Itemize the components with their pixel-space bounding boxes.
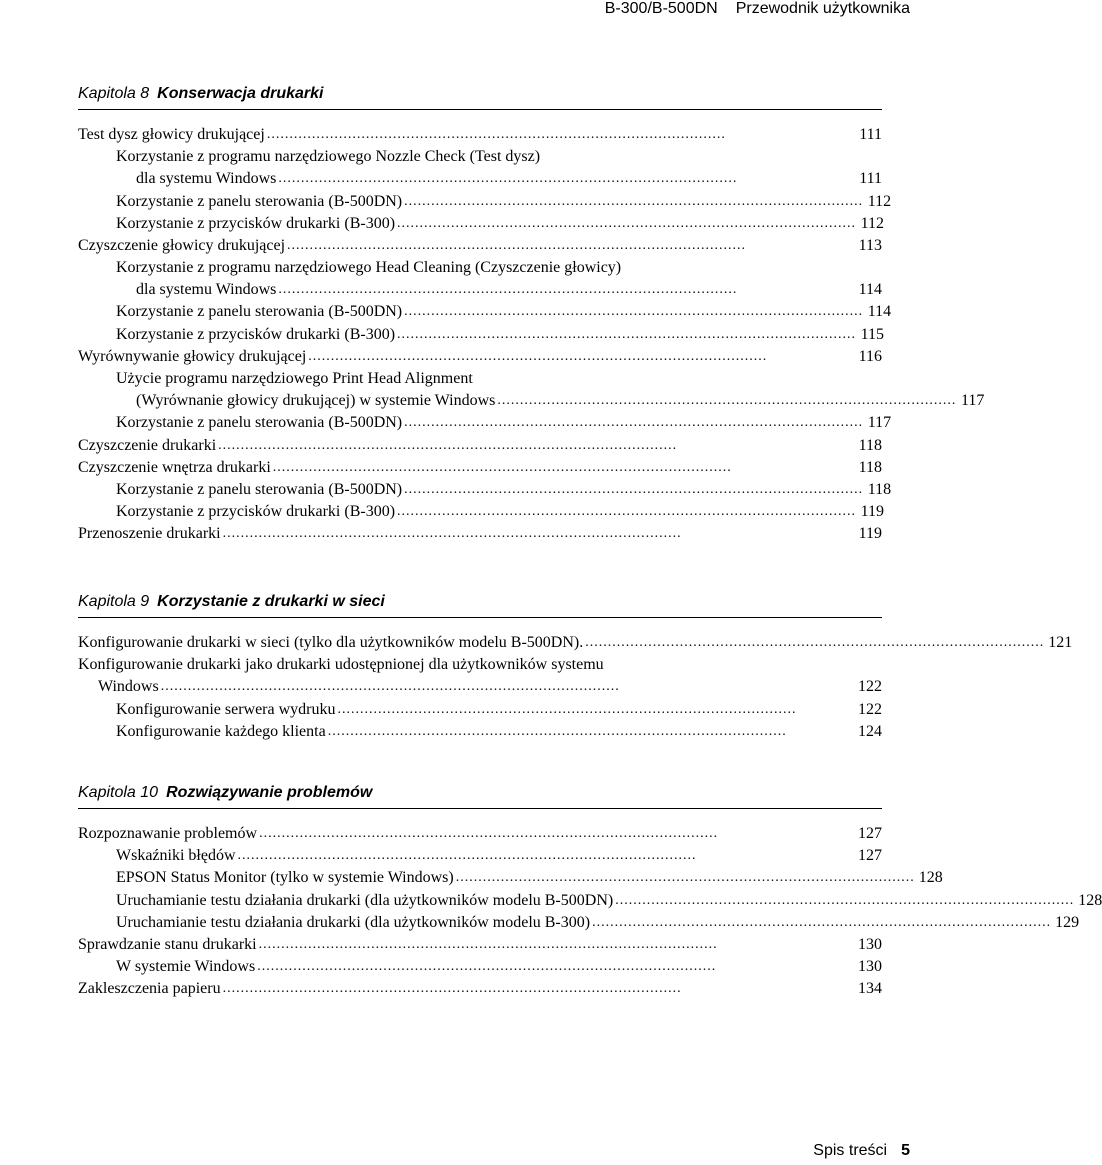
chapter-9-section [78, 588, 1073, 743]
toc-entry [78, 912, 1080, 934]
toc-entries [78, 124, 985, 546]
toc-entry-page: 114 [858, 281, 882, 299]
toc-entry-page: 111 [859, 125, 882, 143]
toc-entry [78, 890, 1102, 912]
dot-leader: ...................................................................................................... [397, 504, 857, 520]
toc-entry [78, 676, 882, 698]
toc-entry-page: 112 [860, 214, 885, 232]
toc-entry-page: 117 [960, 392, 985, 410]
toc-entry-page: 119 [858, 525, 882, 543]
dot-leader: ...................................................................................................... [278, 282, 738, 298]
footer-page-number: 5 [901, 1142, 910, 1159]
chapter-heading [78, 779, 882, 809]
toc-entries [78, 823, 1102, 1001]
toc-entry [78, 390, 985, 412]
toc-entry-page: 124 [858, 722, 882, 740]
dot-leader: ...................................................................................................... [404, 481, 864, 497]
toc-entry [78, 699, 882, 721]
toc-entry-page: 111 [859, 170, 882, 188]
toc-entry [78, 213, 885, 235]
chapter-title: Rozwiązywanie problemów [166, 784, 373, 801]
toc-entry [78, 457, 882, 479]
chapter-heading [78, 80, 882, 110]
toc-entry [78, 412, 892, 434]
toc-entry-page: 118 [867, 480, 892, 498]
dot-leader: ...................................................................................................... [404, 304, 864, 320]
dot-leader: ...................................................................................................... [278, 171, 738, 187]
toc-entry-title: Uruchamianie testu działania drukarki (dla użytkowników modelu B-300) [116, 913, 591, 931]
toc-entry-title: Korzystanie z przycisków drukarki (B-300) [116, 503, 396, 521]
toc-entry-title: Czyszczenie drukarki [78, 436, 217, 454]
dot-leader: ...................................................................................................... [404, 415, 864, 431]
toc-entry-title: Korzystanie z panelu sterowania (B-500DN) [116, 192, 403, 210]
toc-entry-title: Korzystanie z przycisków drukarki (B-300) [116, 214, 396, 232]
toc-entry-page: 128 [1078, 891, 1102, 909]
toc-entry-page: 112 [867, 192, 892, 210]
toc-entry-page: 134 [858, 980, 882, 998]
dot-leader: ...................................................................................................... [404, 193, 864, 209]
toc-entry [78, 501, 885, 523]
toc-entry-title: Czyszczenie głowicy drukującej [78, 236, 286, 254]
toc-entry-title: Korzystanie z panelu sterowania (B-500DN) [116, 480, 403, 498]
toc-entry-title: Konfigurowanie serwera wydruku [116, 700, 336, 718]
toc-entry-title-continued: (Wyrównanie głowicy drukującej) w systemie Windows [136, 392, 496, 410]
toc-entry-page: 121 [1048, 633, 1073, 651]
toc-entry [78, 479, 892, 501]
dot-leader: ...................................................................................................... [218, 437, 678, 453]
dot-leader: ...................................................................................................... [259, 825, 719, 841]
dot-leader: ...................................................................................................... [615, 892, 1075, 908]
toc-entry [78, 191, 892, 213]
dot-leader: ...................................................................................................... [272, 459, 732, 475]
toc-entry [78, 324, 885, 346]
toc-entry-page: 119 [860, 503, 885, 521]
toc-entry [78, 235, 882, 257]
toc-entry [78, 523, 882, 545]
chapter-8-section [78, 80, 985, 546]
toc-entry-title: Korzystanie z programu narzędziowego Nozzle Check (Test dysz) [116, 148, 541, 166]
toc-entry [78, 124, 882, 146]
toc-entry-page: 122 [858, 678, 882, 696]
toc-entry [78, 632, 1073, 654]
dot-leader: ...................................................................................................... [585, 634, 1045, 650]
toc-entry-page: 127 [858, 824, 882, 842]
toc-entry [78, 302, 892, 324]
toc-entry-title: Korzystanie z panelu sterowania (B-500DN) [116, 414, 403, 432]
toc-entry [78, 346, 882, 368]
running-header [605, 0, 910, 18]
toc-entries [78, 632, 1073, 743]
dot-leader: ...................................................................................................... [266, 126, 726, 142]
dot-leader: ...................................................................................................... [455, 870, 915, 886]
toc-entry-title: Sprawdzanie stanu drukarki [78, 935, 257, 953]
toc-entry-title: Uruchamianie testu działania drukarki (dla użytkowników modelu B-500DN) [116, 891, 614, 909]
chapter-title: Konserwacja drukarki [157, 85, 324, 102]
toc-entry-title: Wyrównywanie głowicy drukującej [78, 347, 307, 365]
footer-section-name: Spis treści [813, 1142, 888, 1159]
toc-entry [78, 721, 882, 743]
toc-entry-title: EPSON Status Monitor (tylko w systemie Windows) [116, 869, 454, 887]
dot-leader: ...................................................................................................... [592, 914, 1052, 930]
toc-entry-page: 115 [860, 325, 885, 343]
dot-leader: ...................................................................................................... [397, 215, 857, 231]
toc-entry-title: W systemie Windows [116, 958, 256, 976]
toc-entry-title: Konfigurowanie każdego klienta [116, 722, 326, 740]
dot-leader: ...................................................................................................... [222, 526, 682, 542]
toc-entry-page: 114 [867, 303, 892, 321]
dot-leader: ...................................................................................................... [160, 679, 620, 695]
toc-entry-title: Konfigurowanie drukarki w sieci (tylko dla użytkowników modelu B-500DN). [78, 633, 584, 651]
toc-entry-title: Rozpoznawanie problemów [78, 824, 258, 842]
toc-entry-title: Korzystanie z panelu sterowania (B-500DN) [116, 303, 403, 321]
header-guide-title: Przewodnik użytkownika [735, 0, 910, 17]
page-footer [813, 1141, 910, 1161]
toc-entry-title: Zakleszczenia papieru [78, 980, 221, 998]
toc-entry-page: 122 [858, 700, 882, 718]
toc-entry-title-continued: dla systemu Windows [136, 170, 277, 188]
toc-entry-title: Test dysz głowicy drukującej [78, 125, 265, 143]
toc-entry-title: Czyszczenie wnętrza drukarki [78, 458, 271, 476]
toc-entry [78, 978, 882, 1000]
toc-entry-page: 130 [858, 935, 882, 953]
toc-entry-title: Korzystanie z programu narzędziowego Head Cleaning (Czyszczenie głowicy) [116, 259, 622, 277]
toc-entry-page: 113 [858, 236, 882, 254]
toc-entry [78, 934, 882, 956]
toc-entry-page: 127 [858, 847, 882, 865]
toc-entry-title: Konfigurowanie drukarki jako drukarki udostępnionej dla użytkowników systemu [78, 656, 604, 674]
toc-entry [78, 845, 882, 867]
toc-entry-title-continued: Windows [98, 678, 159, 696]
toc-entry-title-continued: dla systemu Windows [136, 281, 277, 299]
toc-entry [78, 867, 943, 889]
dot-leader: ...................................................................................................... [327, 723, 787, 739]
chapter-heading [78, 588, 882, 618]
toc-entry-page: 117 [867, 414, 892, 432]
dot-leader: ...................................................................................................... [397, 326, 857, 342]
chapter-10-section [78, 779, 1102, 1001]
toc-entry [78, 435, 882, 457]
chapter-label: Kapitola 10 [78, 784, 159, 801]
toc-entry-title: Wskaźniki błędów [116, 847, 236, 865]
dot-leader: ...................................................................................................... [287, 237, 747, 253]
toc-entry-page: 129 [1055, 913, 1080, 931]
dot-leader: ...................................................................................................... [337, 701, 797, 717]
toc-entry-title: Użycie programu narzędziowego Print Head Alignment [116, 370, 473, 388]
chapter-title: Korzystanie z drukarki w sieci [157, 593, 385, 610]
toc-entry [78, 168, 882, 190]
toc-entry [78, 279, 882, 301]
dot-leader: ...................................................................................................... [258, 936, 718, 952]
toc-entry [78, 823, 882, 845]
toc-entry-page: 128 [918, 869, 943, 887]
toc-entry-title: Korzystanie z przycisków drukarki (B-300) [116, 325, 396, 343]
toc-entry-page: 116 [858, 347, 882, 365]
header-model: B-300/B-500DN [604, 0, 718, 17]
dot-leader: ...................................................................................................... [257, 959, 717, 975]
toc-entry [78, 956, 882, 978]
dot-leader: ...................................................................................................... [497, 393, 957, 409]
toc-entry-title: Przenoszenie drukarki [78, 525, 221, 543]
chapter-label: Kapitola 8 [78, 85, 150, 102]
toc-entry-page: 118 [858, 436, 882, 454]
toc-entry-page: 130 [858, 958, 882, 976]
dot-leader: ...................................................................................................... [308, 348, 768, 364]
dot-leader: ...................................................................................................... [237, 848, 697, 864]
dot-leader: ...................................................................................................... [222, 981, 682, 997]
toc-entry-page: 118 [858, 458, 882, 476]
chapter-label: Kapitola 9 [78, 593, 150, 610]
